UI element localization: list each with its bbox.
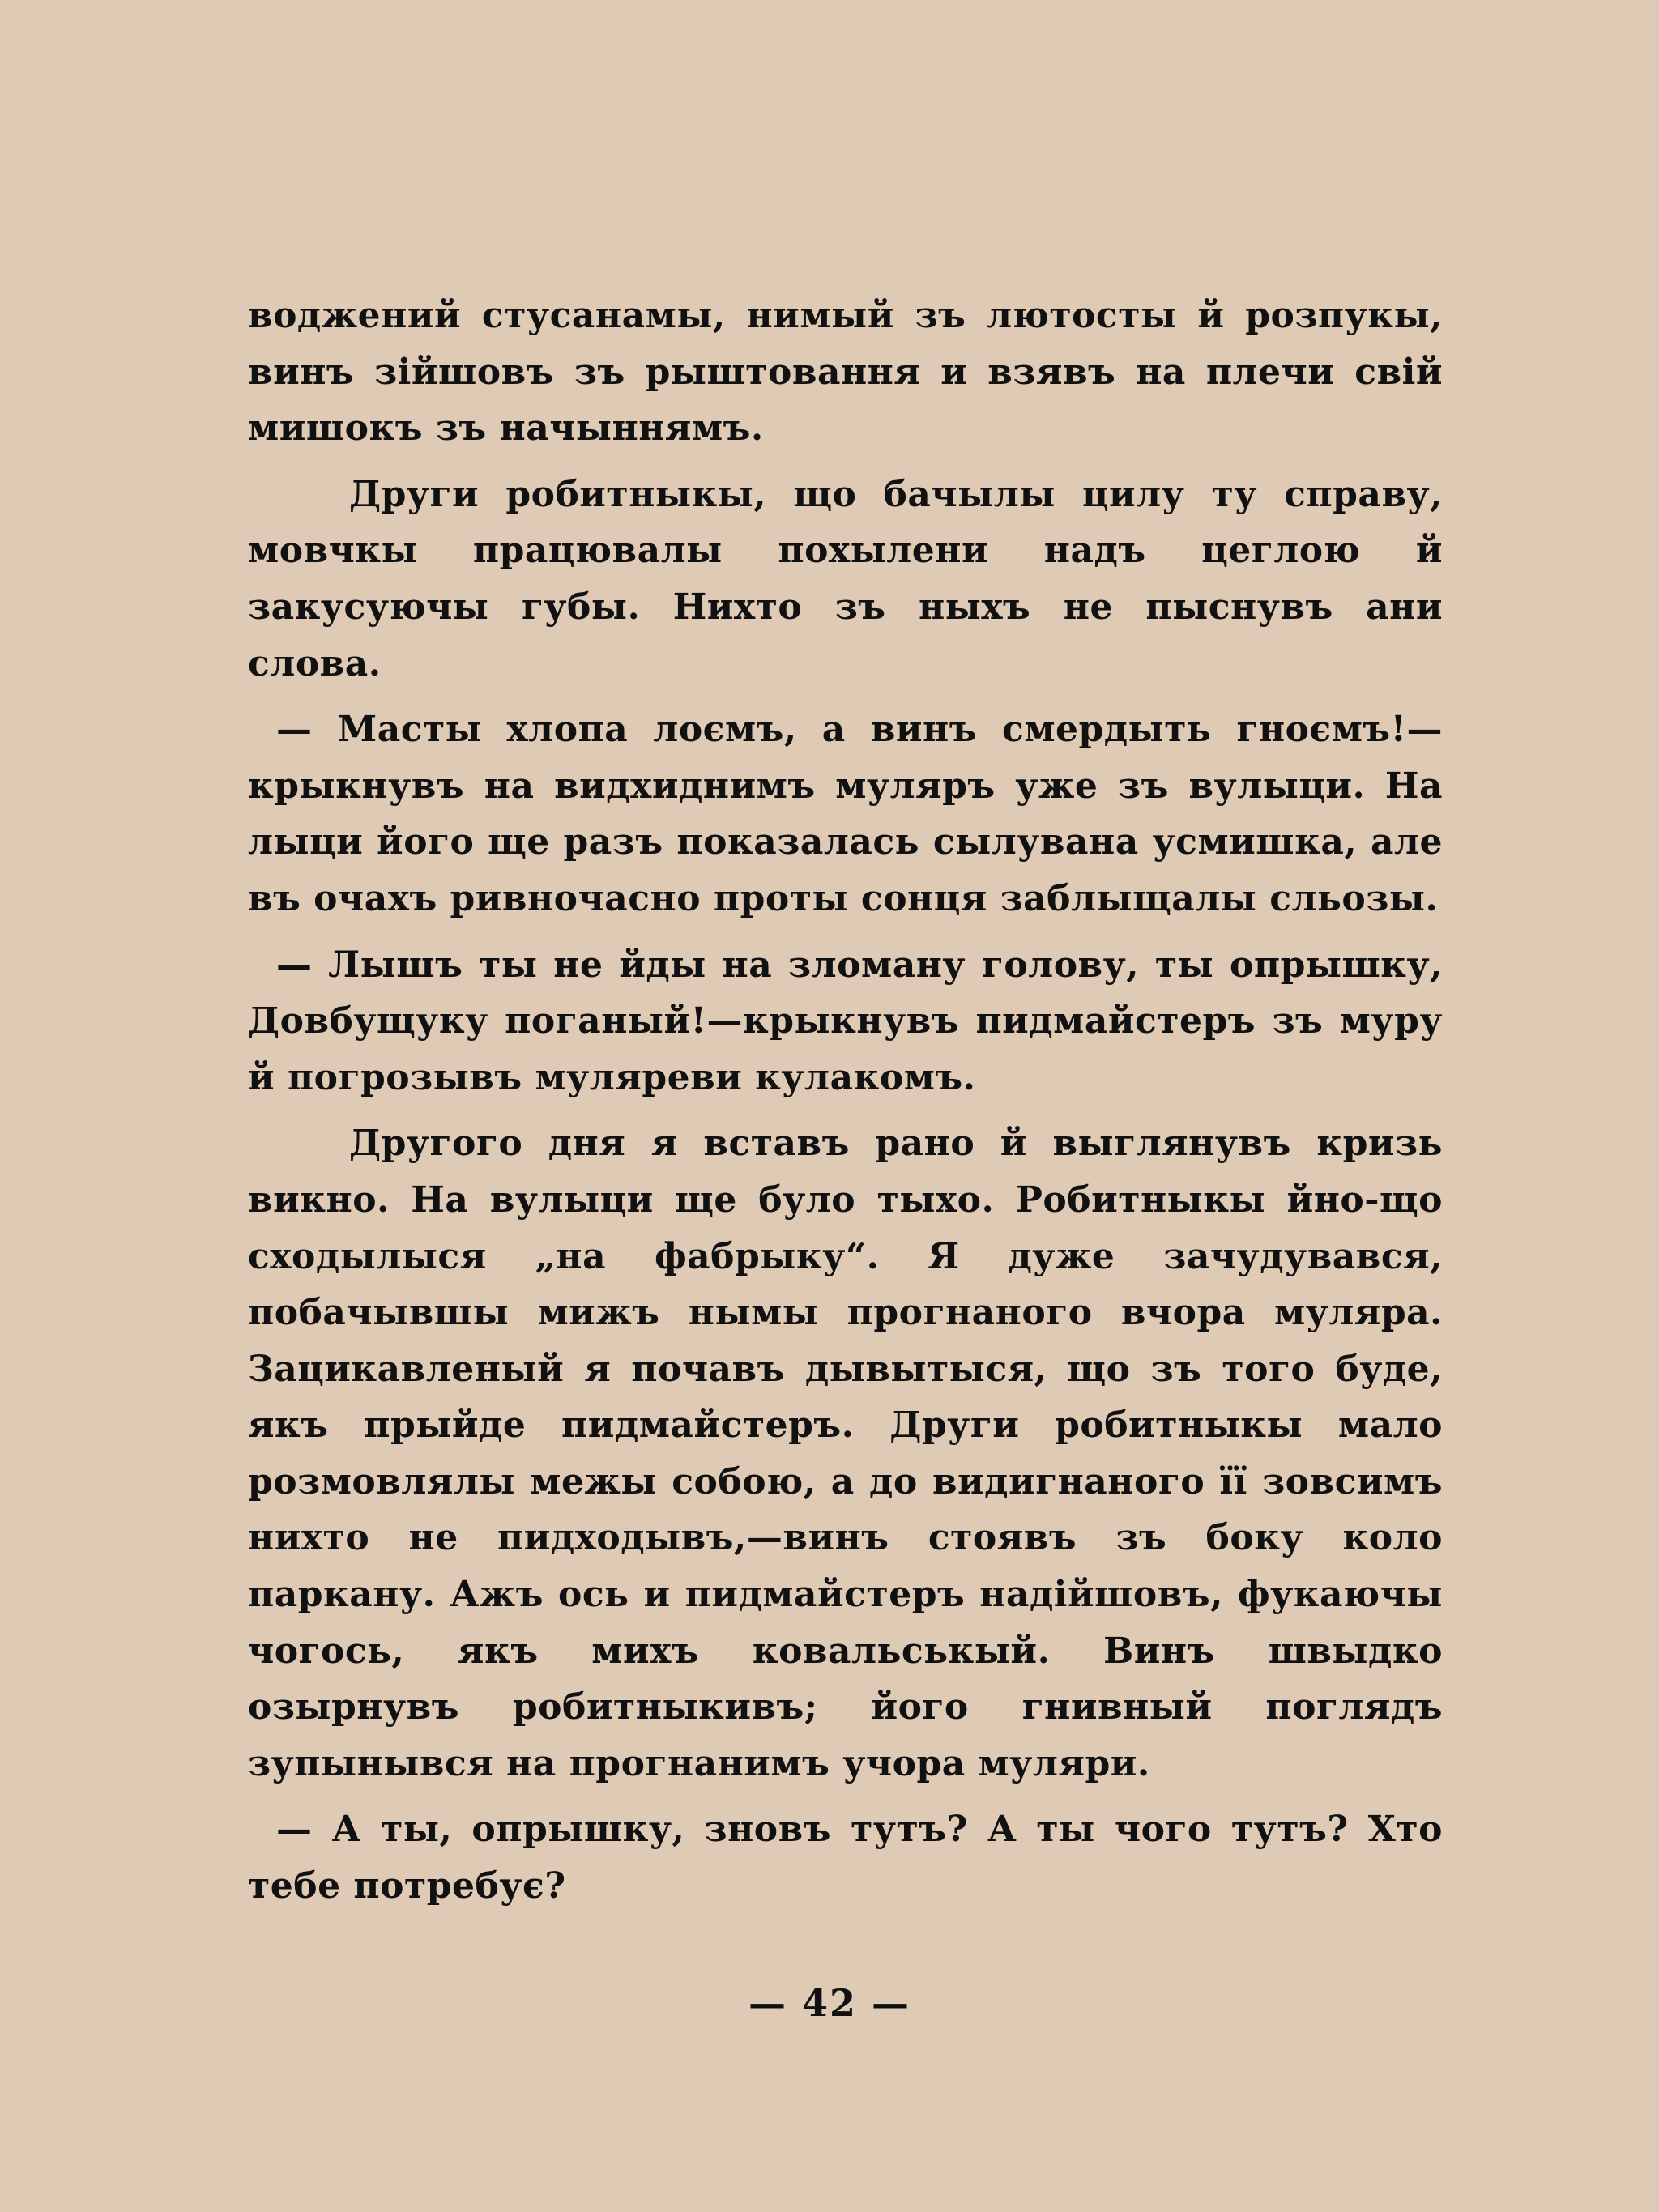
paragraph-4: — Лышъ ты не йды на зломану голову, ты опрышку, Довбущуку поганый!—крыкнувъ пидмайстеръ зъ муру й погрозывъ муляреви кулакомъ. — [248, 944, 1443, 1098]
body-text — [248, 288, 1443, 1915]
paragraph-2: Други робитныкы, що бачылы цилу ту справу, мовчкы працювалы похылени надъ цеглою й закусуючы губы. Нихто зъ ныхъ не пыснувъ ани слова. — [248, 473, 1443, 684]
page-number: — 42 — — [748, 1981, 911, 2025]
paragraph-1: воджений стусанамы, нимый зъ лютосты й розпукы, винъ зійшовъ зъ рыштовання и взявъ на плечи свій мишокъ зъ начыннямъ. — [248, 295, 1443, 450]
paragraph-3: — Масты хлопа лоємъ, а винъ смердыть гноємъ!— крыкнувъ на видхиднимъ муляръ уже зъ вулыци. На лыци його ще разъ показалась сылувана усмишка, але въ очахъ ривночасно проты сонця заблыщалы сльозы. — [248, 709, 1443, 919]
paragraph-5: Другого дня я вставъ рано й выглянувъ кризь викно. На вулыци ще було тыхо. Робитныкы йно-що сходылыся „на фабрыку“. Я дуже зачудувався, побачывшы мижъ нымы прогнаного вчора муляра. Зацикавленый я почавъ дывытыся, що зъ того буде, якъ прыйде пидмайстеръ. Други робитныкы мало розмовлялы межы собою, а до видигнаного її зовсимъ нихто не пидходывъ,—винъ стоявъ зъ боку коло паркану. Ажъ ось и пидмайстеръ надійшовъ, фукаючы чогось, якъ михъ ковальськый. Винъ швыдко озырнувъ робитныкивъ; його гнивный поглядъ зупынывся на прогнанимъ учора муляри. — [248, 1123, 1443, 1784]
paragraph-6: — А ты, опрышку, зновъ тутъ? А ты чого тутъ? Хто тебе потребує? — [248, 1809, 1443, 1907]
